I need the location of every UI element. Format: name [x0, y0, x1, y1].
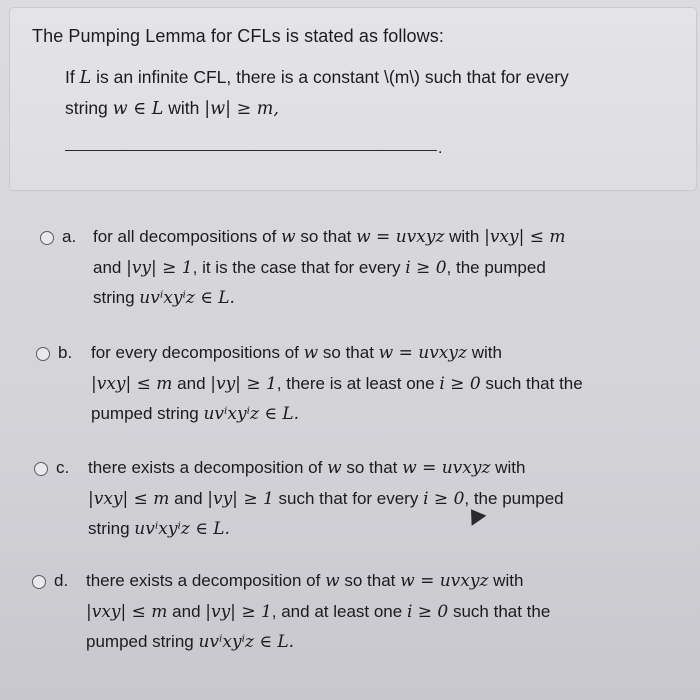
option-d-letter: d.	[54, 571, 69, 590]
option-c-text: there exists a decomposition of w so that w = uvxyz with |vxy| ≤ m and |vy| ≥ 1 such that for every i ≥ 0, the pumped string uvⁱxyⁱz ∈ L.	[88, 458, 564, 539]
option-c-radio[interactable]	[34, 462, 48, 476]
blank-period: .	[438, 140, 443, 157]
option-b-letter: b.	[58, 343, 73, 362]
option-a-text: for all decompositions of w so that w = uvxyz with |vxy| ≤ m and |vy| ≥ 1, it is the case that for every i ≥ 0, the pumped string uvⁱxyⁱz ∈ L.	[93, 227, 566, 308]
option-d-radio[interactable]	[32, 575, 46, 589]
option-a-letter: a.	[62, 227, 77, 246]
statement-line-1: If L is an infinite CFL, there is a constant \(m\) such that for every	[65, 67, 569, 88]
option-a-radio[interactable]	[40, 231, 54, 245]
option-b-text: for every decompositions of w so that w = uvxyz with |vxy| ≤ m and |vy| ≥ 1, there is at least one i ≥ 0 such that the pumped string uvⁱxyⁱz ∈ L.	[91, 343, 583, 424]
option-c-letter: c.	[56, 458, 70, 477]
option-b-radio[interactable]	[36, 347, 50, 361]
statement-line-2: string w ∈ L with |w| ≥ m,	[65, 98, 279, 119]
lemma-statement	[65, 62, 655, 124]
question-title: The Pumping Lemma for CFLs is stated as follows:	[32, 26, 444, 46]
option-d-text: there exists a decomposition of w so that w = uvxyz with |vxy| ≤ m and |vy| ≥ 1, and at least one i ≥ 0 such that the pumped string uvⁱxyⁱz ∈ L.	[86, 571, 551, 652]
fill-in-blank	[65, 150, 437, 151]
